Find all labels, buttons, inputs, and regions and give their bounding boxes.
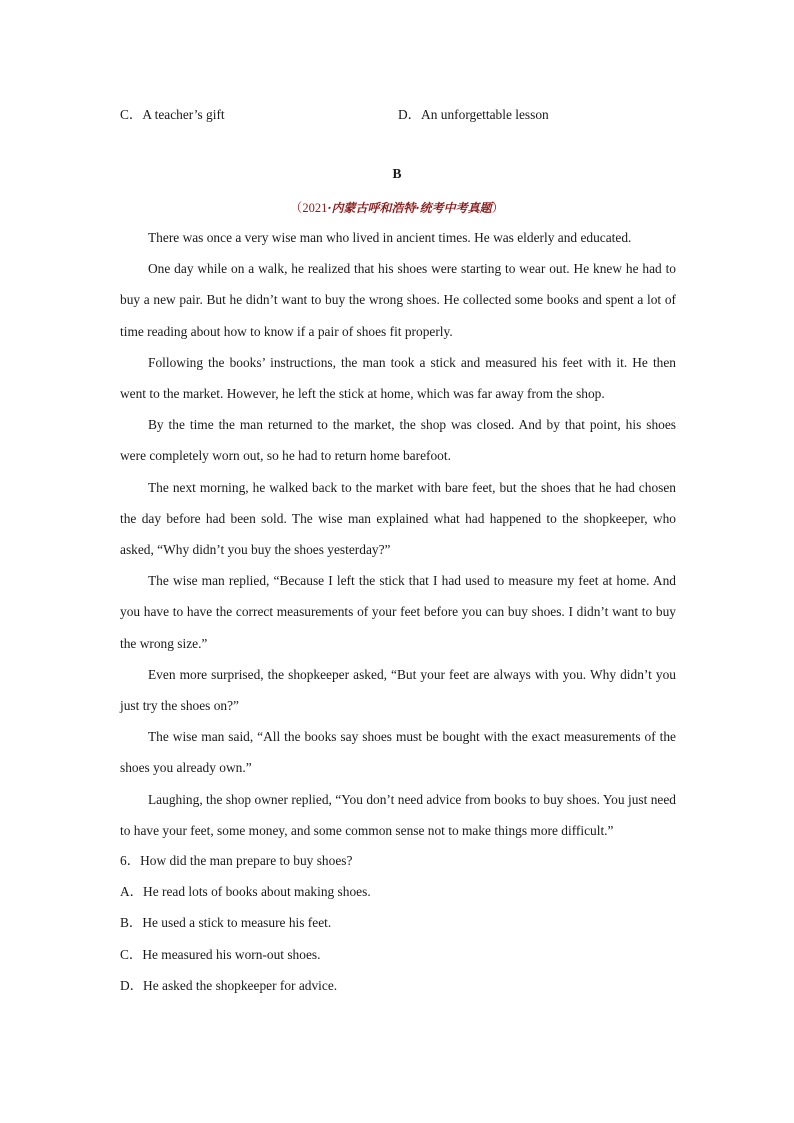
question-6 (120, 845, 676, 1001)
previous-option-c: C．A teacher’s gift (120, 107, 225, 122)
passage-paragraph: The wise man replied, “Because I left the stick that I had used to measure my feet at home. And you have to have the correct measurements of your feet before you can buy shoes. I didn’t want to buy the wrong size.” (120, 573, 676, 651)
section-letter: B (392, 166, 402, 181)
passage-paragraph: Following the books’ instructions, the man took a stick and measured his feet with it. He then went to the market. However, he left the stick at home, which was far away from the shop. (120, 354, 676, 402)
answer-option-c[interactable]: C．He measured his worn-out shoes. (120, 946, 321, 962)
previous-option-d: D．An unforgettable lesson (398, 107, 549, 122)
passage-paragraph: One day while on a walk, he realized that his shoes were starting to wear out. He knew he had to buy a new pair. But he didn’t want to buy the wrong shoes. He collected some books and spent a lot of time reading about how to know if a pair of shoes fit properly. (120, 261, 676, 339)
answer-option-b[interactable]: B．He used a stick to measure his feet. (120, 915, 332, 931)
source-year: 2021 (302, 201, 328, 215)
passage-paragraph: Even more surprised, the shopkeeper asked, “But your feet are always with you. Why didn’t you just try the shoes on?” (120, 666, 676, 714)
passage-paragraph: There was once a very wise man who lived in ancient times. He was elderly and educated. (148, 230, 632, 245)
passage-paragraph: By the time the man returned to the market, the shop was closed. And by that point, his shoes were completely worn out, so he had to return home barefoot. (120, 417, 676, 464)
answer-option-a[interactable]: A．He read lots of books about making shoes. (120, 884, 371, 900)
source-close-paren: ） (491, 201, 505, 215)
passage-paragraph: The next morning, he walked back to the market with bare feet, but the shoes that he had chosen the day before had been sold. The wise man explained what had happened to the shopkeeper, who asked, “Why didn’t you buy the shoes yesterday?” (120, 479, 676, 558)
answer-option-d[interactable]: D．He asked the shopkeeper for advice. (120, 977, 338, 993)
passage-paragraph: The wise man said, “All the books say shoes must be bought with the exact measurements of the shoes you already own.” (120, 729, 676, 776)
question-stem: 6．How did the man prepare to buy shoes? (120, 853, 353, 868)
source-citation (0, 198, 794, 216)
source-open-paren: （ (289, 201, 303, 215)
passage-paragraph: Laughing, the shop owner replied, “You don’t need advice from books to buy shoes. You just need to have your feet, some money, and some common sense not to make things more difficult.” (120, 791, 676, 838)
reading-passage (120, 222, 676, 846)
source-text: ·内蒙古呼和浩特·统考中考真题 (327, 201, 492, 215)
